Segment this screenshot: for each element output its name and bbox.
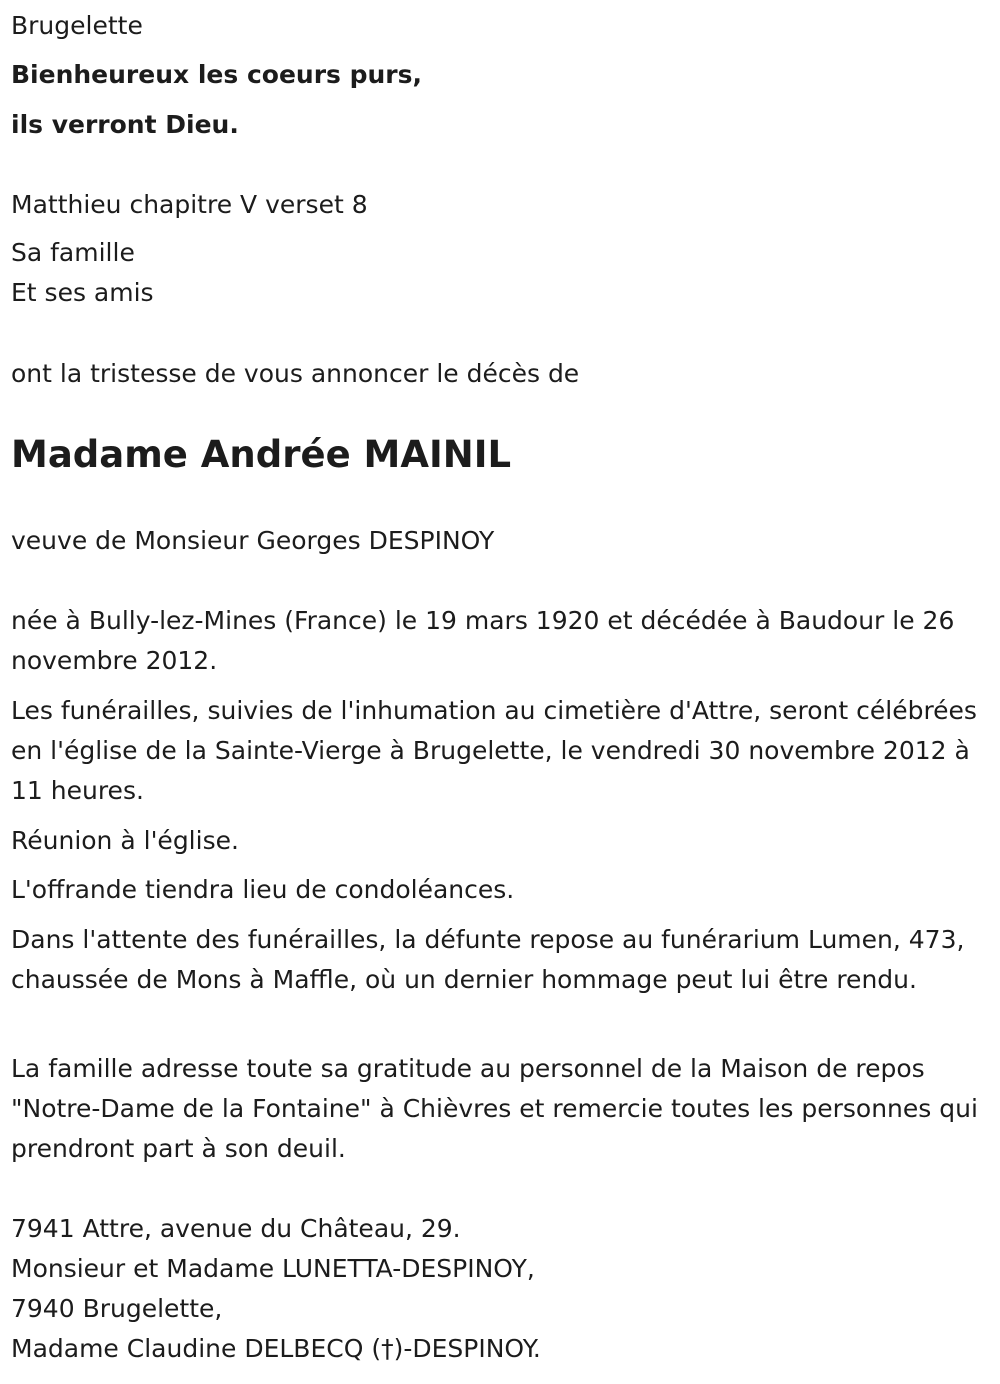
announcement-text: ont la tristesse de vous annoncer le décès de	[11, 359, 580, 388]
offering-text: L'offrande tiendra lieu de condoléances.	[11, 875, 515, 904]
birth-death-paragraph: née à Bully-lez-Mines (France) le 19 mars 1920 et décédée à Baudour le 26 novembre 2012.	[11, 606, 955, 675]
gratitude-paragraph: La famille adresse toute sa gratitude au personnel de la Maison de repos "Notre-Dame de la Fontaine" à Chièvres et remercie toutes les personnes qui prendront part à son deuil.	[11, 1054, 978, 1163]
verse-reference: Matthieu chapitre V verset 8	[11, 190, 368, 219]
announcer-friends: Et ses amis	[11, 278, 154, 307]
verse-line-2: ils verront Dieu.	[11, 110, 239, 139]
address-line-1: 7941 Attre, avenue du Château, 29.	[11, 1214, 461, 1243]
address-line-3: 7940 Brugelette,	[11, 1294, 223, 1323]
repose-paragraph: Dans l'attente des funérailles, la défunte repose au funérarium Lumen, 473, chaussée de Mons à Maffle, où un dernier hommage peut lui être rendu.	[11, 925, 965, 994]
funeral-paragraph: Les funérailles, suivies de l'inhumation au cimetière d'Attre, seront célébrées en l'église de la Sainte-Vierge à Brugelette, le vendredi 30 novembre 2012 à 11 heures.	[11, 696, 977, 805]
meeting-text: Réunion à l'église.	[11, 826, 239, 855]
deceased-name: Madame Andrée MAINIL	[11, 433, 512, 476]
verse-line-1: Bienheureux les coeurs purs,	[11, 60, 423, 89]
address-line-2: Monsieur et Madame LUNETTA-DESPINOY,	[11, 1254, 535, 1283]
announcer-family: Sa famille	[11, 238, 135, 267]
place-name: Brugelette	[11, 11, 143, 40]
widow-of-text: veuve de Monsieur Georges DESPINOY	[11, 526, 495, 555]
address-line-4: Madame Claudine DELBECQ (†)-DESPINOY.	[11, 1334, 541, 1363]
